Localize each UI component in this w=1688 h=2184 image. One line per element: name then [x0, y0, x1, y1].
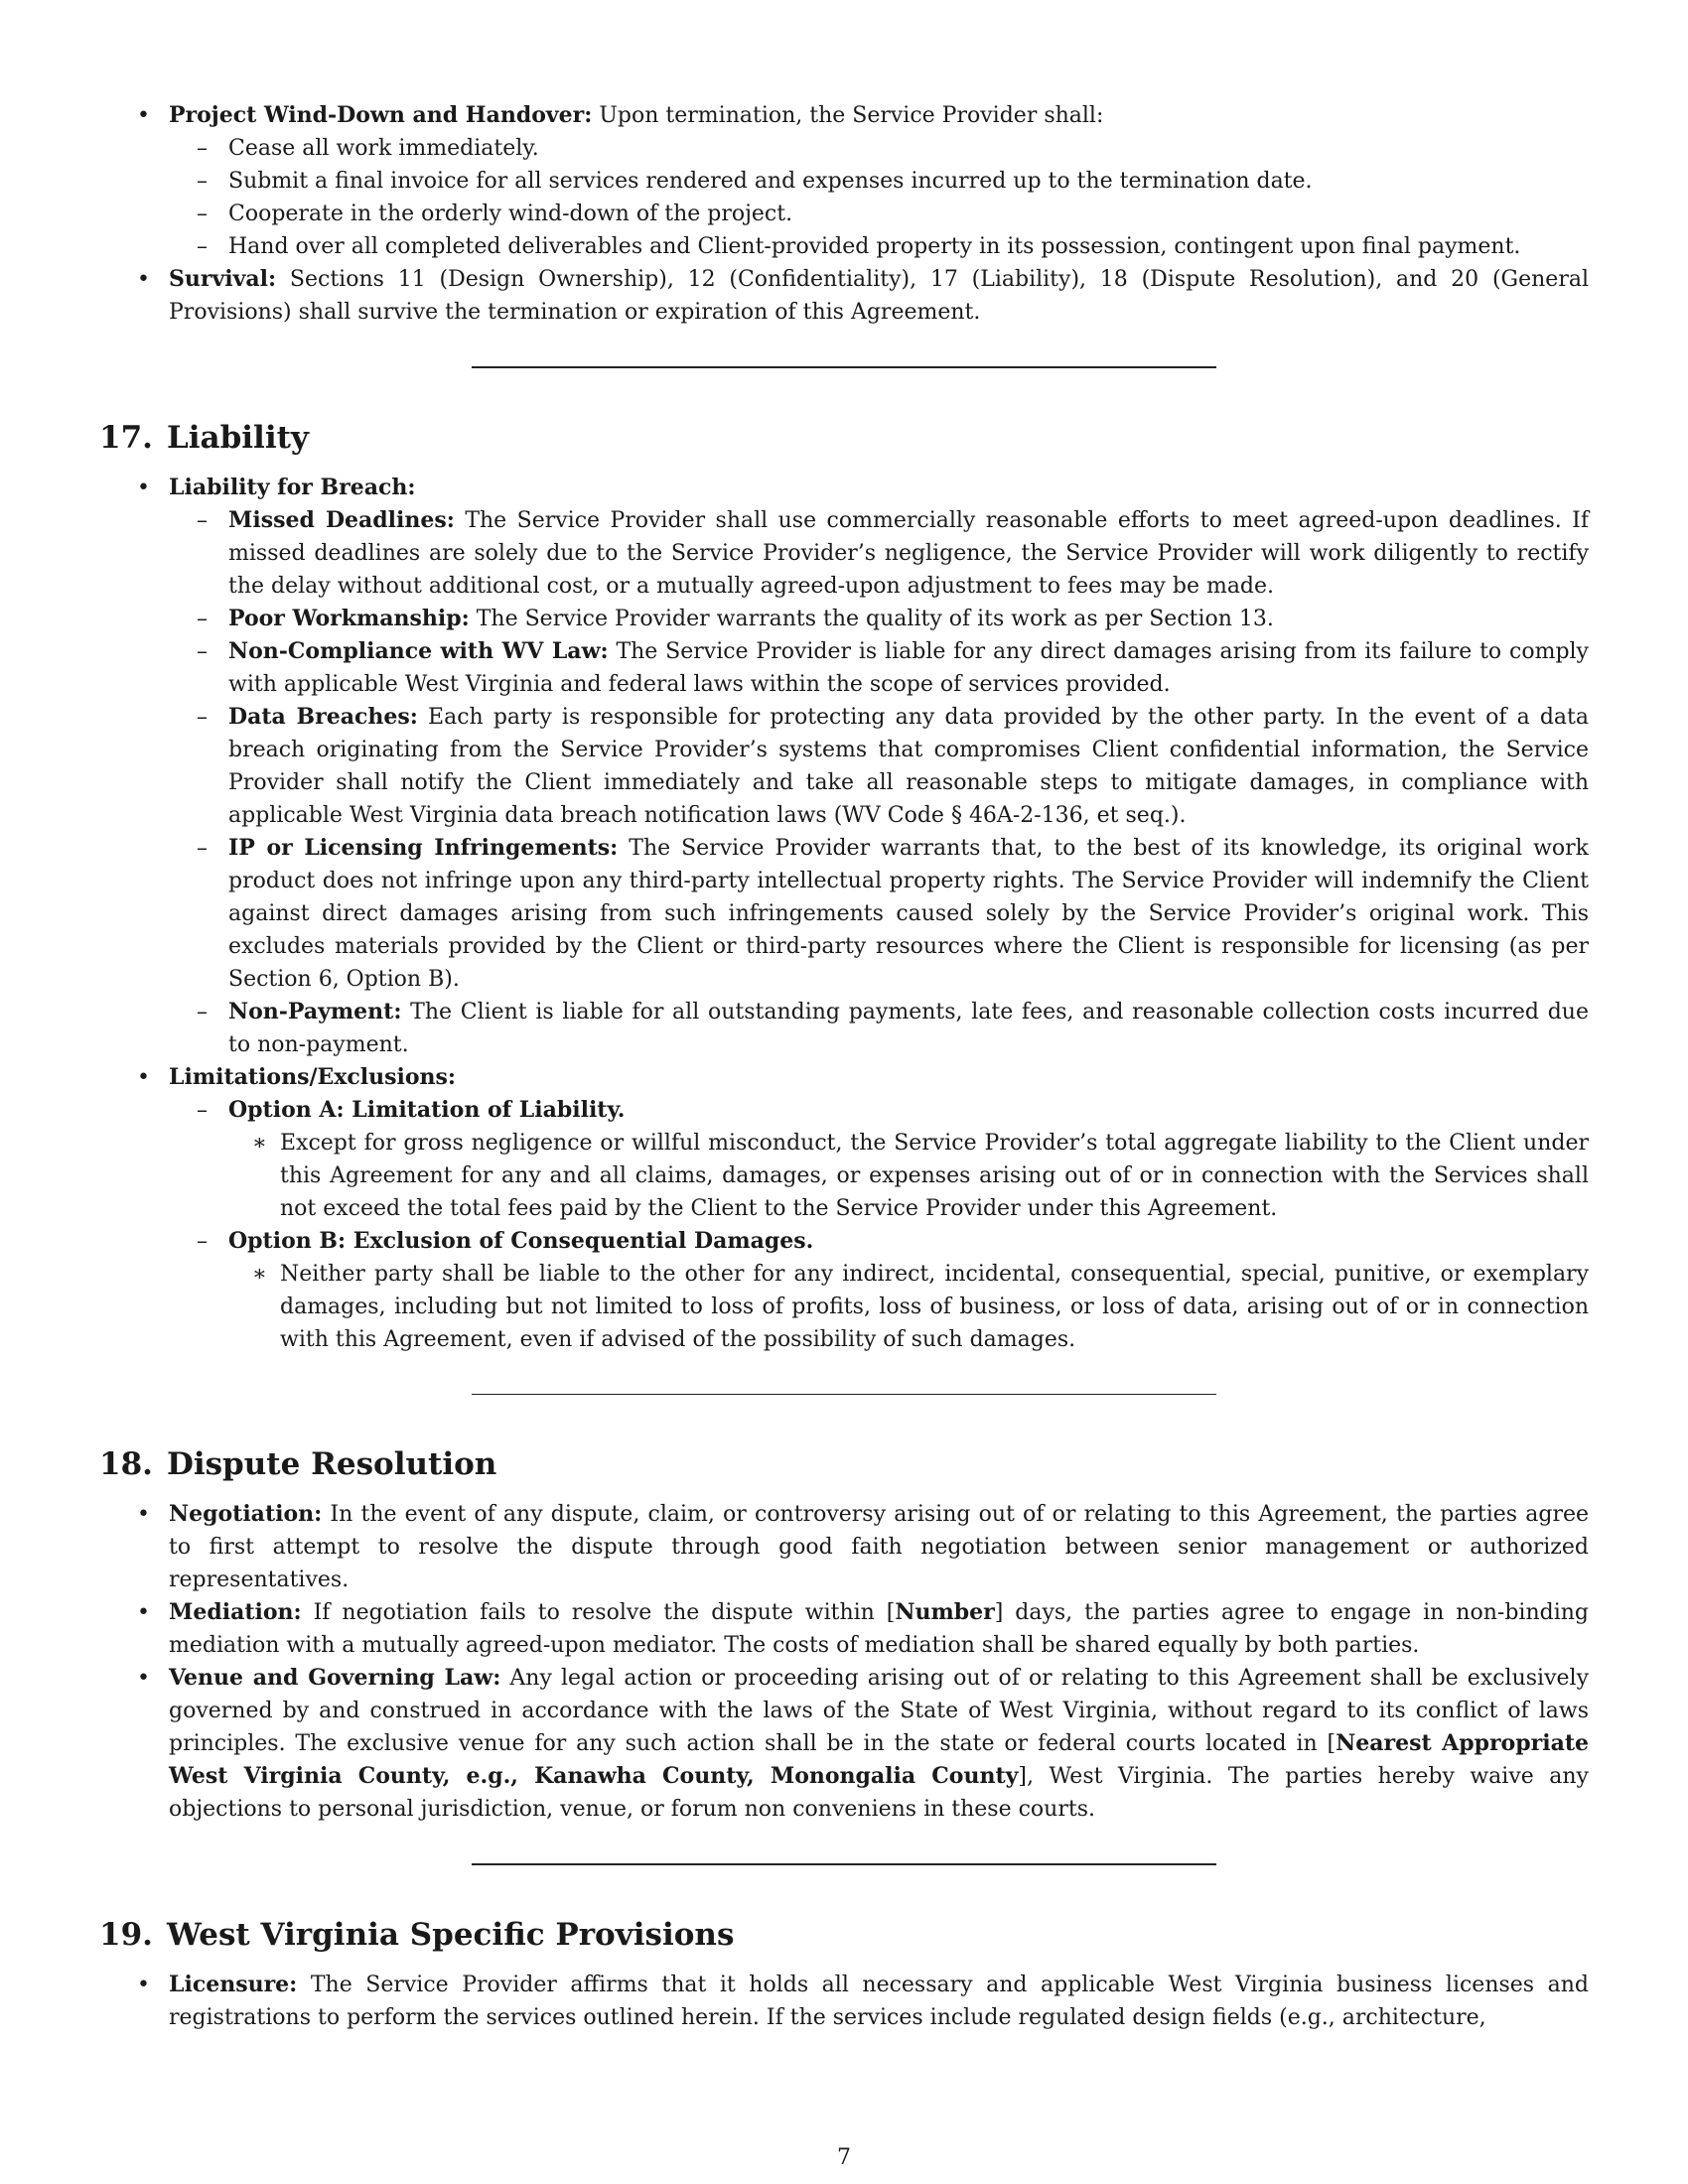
- item-text: Submit a final invoice for all services rendered and expenses incurred up to the termination date.: [228, 169, 1313, 194]
- list-item-negotiation: [99, 1498, 1589, 1596]
- list-item: [169, 832, 1589, 996]
- item-label: Licensure:: [169, 1972, 298, 1997]
- item-label: Project Wind-Down and Handover:: [169, 102, 593, 128]
- item-text: The Service Provider shall use commercially reasonable efforts to meet agreed-upon deadlines. If missed deadlines are solely due to the Service Provider’s negligence, the Service Provider will work diligently to rectify the delay without additional cost, or a mutually agreed-upon adjustment to fees may be made.: [228, 508, 1589, 599]
- item-label: Data Breaches:: [228, 704, 418, 730]
- item-text: The Service Provider warrants that, to the best of its knowledge, its original work product does not infringe upon any third-party intellectual property rights. The Service Provider will indemnify the Client against direct damages arising from such infringements caused solely by the Service Provider’s original work. This excludes materials provided by the Client or third-party resources where the Client is responsible for licensing (as per Section 6, Option B).: [228, 836, 1589, 992]
- list-item: [169, 132, 1589, 165]
- item-text: ] days, the parties agree to engage in non-binding mediation with a mutually agreed-upon mediator. The costs of mediation shall be shared equally by both parties.: [169, 1600, 1589, 1658]
- liability-list: [99, 472, 1589, 1356]
- list-item: [169, 230, 1589, 263]
- item-label: IP or Licensing Infringements:: [228, 835, 619, 861]
- item-label: Option A: Limitation of Liability.: [228, 1097, 626, 1123]
- item-label: Venue and Governing Law:: [169, 1665, 501, 1691]
- page-number: 7: [837, 2145, 851, 2170]
- item-text: Each party is responsible for protecting any data provided by the other party. In the event of a data breach originating from the Service Provider’s systems that compromises Client confidential information, the Service Provider shall notify the Client immediately and take all reasonable steps to mitigate damages, in compliance with applicable West Virginia data breach notification laws (WV Code § 46A-2-136, et seq.).: [228, 705, 1589, 828]
- placeholder-number: Number: [895, 1599, 995, 1625]
- item-label: Mediation:: [169, 1599, 302, 1625]
- list-item-limitations: [99, 1061, 1589, 1356]
- list-item-breach: [99, 472, 1589, 1061]
- list-item: [169, 996, 1589, 1061]
- star-marker: ∗: [252, 1131, 267, 1156]
- section-title: West Virginia Specific Provisions: [166, 1917, 735, 1953]
- item-text: Cease all work immediately.: [228, 136, 539, 161]
- list-item: [169, 635, 1589, 701]
- list-item-mediation: [99, 1596, 1589, 1662]
- item-label: Negotiation:: [169, 1501, 323, 1527]
- section-divider: [472, 366, 1216, 368]
- dash-marker: –: [197, 1229, 208, 1254]
- list-item: [169, 165, 1589, 198]
- wind-down-sublist: [169, 132, 1589, 263]
- item-text: If negotiation fails to resolve the dispute within [: [301, 1600, 896, 1625]
- item-text: The Service Provider affirms that it holds all necessary and applicable West Virginia business licenses and registrations to perform the services outlined herein. If the services include regulated design fields (e.g., architecture,: [169, 1973, 1589, 2030]
- bullet-marker: •: [137, 476, 150, 500]
- bullet-marker: •: [137, 103, 150, 128]
- dash-marker: –: [197, 169, 208, 194]
- section-heading-dispute-resolution: [99, 1444, 1589, 1484]
- section-title: Liability: [166, 420, 309, 456]
- section-number: 18.: [99, 1446, 153, 1482]
- bullet-marker: •: [137, 1666, 150, 1691]
- item-label: Missed Deadlines:: [228, 507, 455, 533]
- limitations-sublist: [169, 1094, 1589, 1356]
- placeholder-county: Nearest Appropriate West Virginia County, e.g., Kanawha County, Monongalia County: [169, 1730, 1589, 1789]
- item-text: The Service Provider is liable for any direct damages arising from its failure to comply with applicable West Virginia and federal laws within the scope of services provided.: [228, 639, 1589, 697]
- list-item-survival: [99, 263, 1589, 329]
- item-text: Except for gross negligence or willful misconduct, the Service Provider’s total aggregate liability to the Client under this Agreement for any and all claims, damages, or expenses arising out of or in connection with the Services shall not exceed the total fees paid by the Client to the Service Provider under this Agreement.: [280, 1131, 1589, 1221]
- item-text: The Service Provider warrants the quality of its work as per Section 13.: [469, 607, 1274, 631]
- star-marker: ∗: [252, 1262, 267, 1287]
- item-label: Non-Payment:: [228, 999, 402, 1024]
- bullet-marker: •: [137, 1065, 150, 1090]
- list-item-wind-down: [99, 99, 1589, 263]
- dash-marker: –: [197, 136, 208, 161]
- item-label: Option B: Exclusion of Consequential Damages.: [228, 1228, 814, 1254]
- item-text: The Client is liable for all outstanding payments, late fees, and reasonable collection costs incurred due to non-payment.: [228, 1000, 1589, 1057]
- section-divider: [472, 1394, 1216, 1395]
- item-text: ], West Virginia. The parties hereby waive any objections to personal jurisdiction, venue, or forum non conveniens in these courts.: [169, 1764, 1589, 1822]
- section-number: 19.: [99, 1917, 153, 1953]
- list-item: [169, 603, 1589, 635]
- item-text: Sections 11 (Design Ownership), 12 (Confidentiality), 17 (Liability), 18 (Dispute Resolution), and 20 (General Provisions) shall survive the termination or expiration of this Agreement.: [169, 267, 1589, 325]
- list-item: [169, 198, 1589, 230]
- item-text: Neither party shall be liable to the other for any indirect, incidental, consequential, special, punitive, or exemplary damages, including but not limited to loss of profits, loss of business, or loss of data, arising out of or in connection with this Agreement, even if advised of the possibility of such damages.: [280, 1262, 1589, 1352]
- item-label: Limitations/Exclusions:: [169, 1064, 457, 1090]
- dash-marker: –: [197, 1000, 208, 1024]
- list-item: [228, 1127, 1589, 1225]
- section-number: 17.: [99, 420, 153, 456]
- item-text: In the event of any dispute, claim, or controversy arising out of or relating to this Agreement, the parties agree to first attempt to resolve the dispute through good faith negotiation between senior management or authorized representatives.: [169, 1502, 1589, 1592]
- list-item-option-b: [169, 1225, 1589, 1356]
- item-text: Hand over all completed deliverables and Client-provided property in its possession, contingent upon final payment.: [228, 234, 1521, 259]
- dash-marker: –: [197, 202, 208, 226]
- item-text: Upon termination, the Service Provider shall:: [592, 103, 1104, 128]
- dash-marker: –: [197, 639, 208, 664]
- list-item-licensure: [99, 1969, 1589, 2034]
- wv-provisions-list: [99, 1969, 1589, 2034]
- list-item-venue: [99, 1662, 1589, 1826]
- bullet-marker: •: [137, 1502, 150, 1527]
- dash-marker: –: [197, 607, 208, 631]
- dash-marker: –: [197, 508, 208, 533]
- dash-marker: –: [197, 836, 208, 861]
- list-item: [228, 1258, 1589, 1356]
- item-label: Liability for Breach:: [169, 475, 416, 500]
- dash-marker: –: [197, 1098, 208, 1123]
- section-divider: [472, 1863, 1216, 1865]
- bullet-marker: •: [137, 267, 150, 292]
- dash-marker: –: [197, 234, 208, 259]
- section-heading-wv-provisions: [99, 1915, 1589, 1955]
- list-item-option-a: [169, 1094, 1589, 1225]
- item-label: Non-Compliance with WV Law:: [228, 638, 609, 664]
- item-label: Survival:: [169, 266, 277, 292]
- list-item: [169, 701, 1589, 832]
- option-a-sublist: [228, 1127, 1589, 1225]
- bullet-marker: •: [137, 1973, 150, 1997]
- breach-sublist: [169, 504, 1589, 1061]
- dash-marker: –: [197, 705, 208, 730]
- dispute-list: [99, 1498, 1589, 1826]
- option-b-sublist: [228, 1258, 1589, 1356]
- item-text: Cooperate in the orderly wind-down of the project.: [228, 202, 793, 226]
- item-label: Poor Workmanship:: [228, 606, 470, 631]
- page-content: [99, 99, 1589, 2034]
- list-item: [169, 504, 1589, 603]
- section-heading-liability: [99, 418, 1589, 458]
- termination-list: [99, 99, 1589, 329]
- bullet-marker: •: [137, 1600, 150, 1625]
- item-text: Any legal action or proceeding arising out of or relating to this Agreement shall be exclusively governed by and construed in accordance with the laws of the State of West Virginia, without regard to its conflict of laws principles. The exclusive venue for any such action shall be in the state or federal courts located in [: [169, 1666, 1589, 1756]
- section-title: Dispute Resolution: [166, 1446, 497, 1482]
